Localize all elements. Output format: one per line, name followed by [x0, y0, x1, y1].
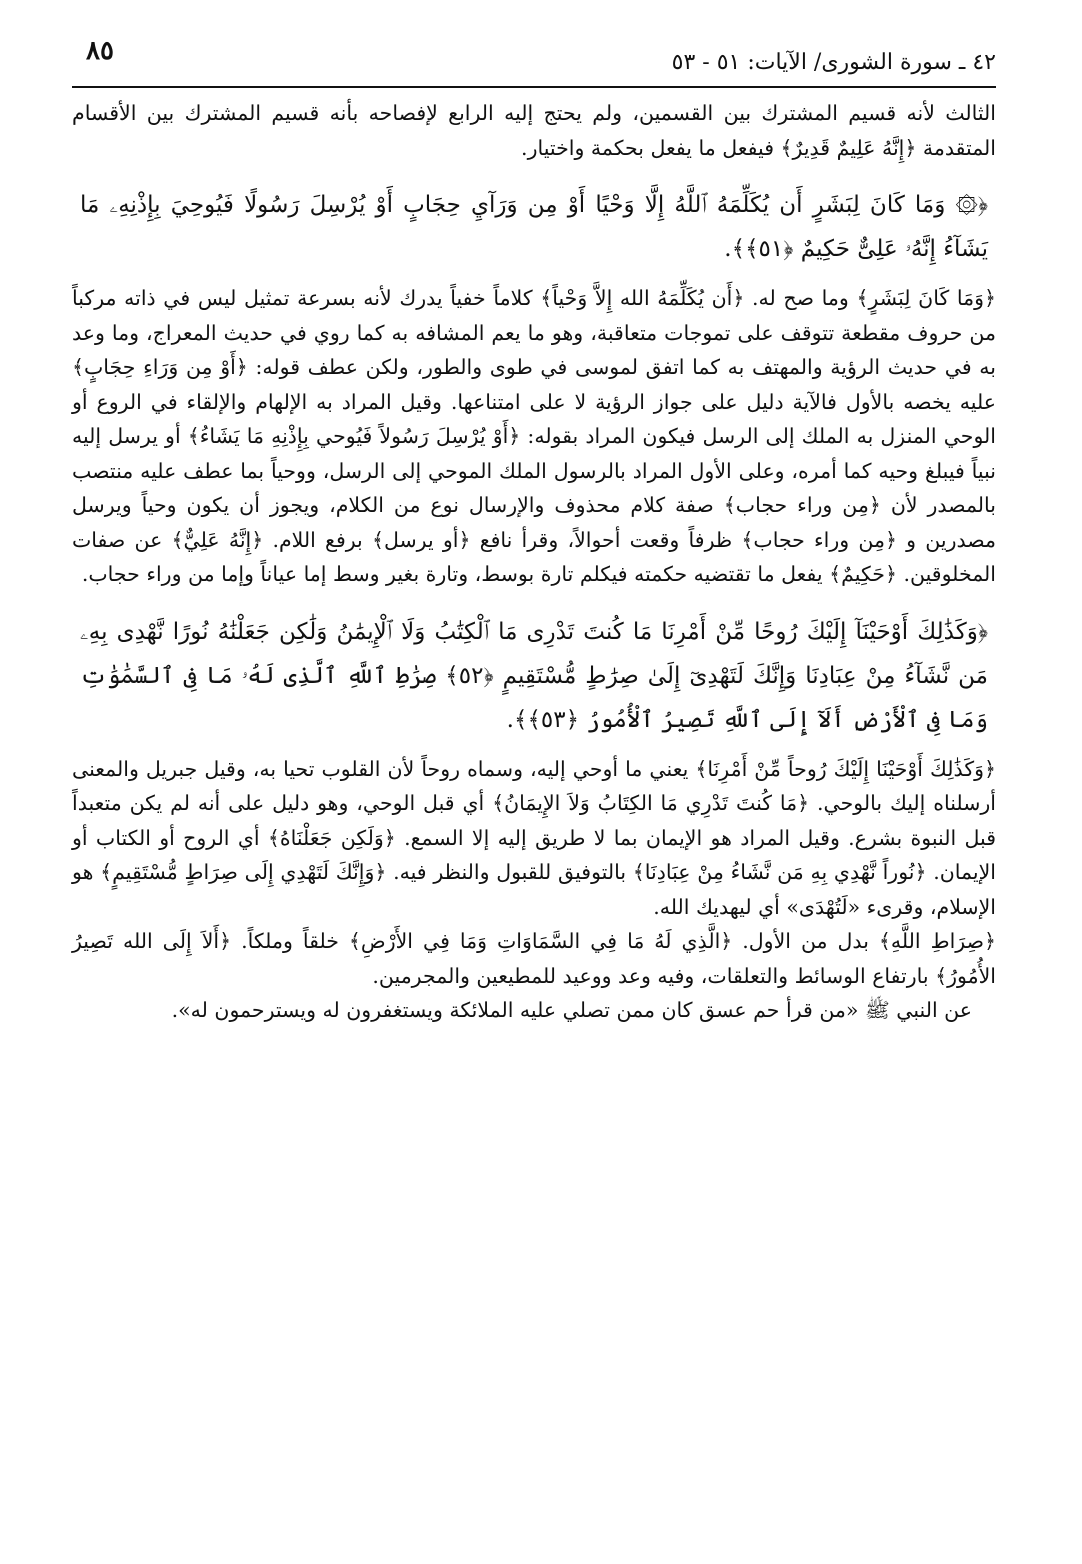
- commentary-paragraph: ﴿صِرَاطِ اللَّهِ﴾ بدل من الأول. ﴿الَّذِي لَهُ مَا فِي السَّمَاوَاتِ وَمَا فِي الأَرْضِ﴾ خلقاً وملكاً. ﴿أَلاَ إِلَى الله تَصِيرُ الأُمُورُ﴾ بارتفاع الوسائط والتعلقات، وفيه وعد ووعيد للمطيعين والمجرمين.: [72, 929, 996, 988]
- running-title: ٤٢ ـ سورة الشورى/ الآيات: ٥١ - ٥٣: [671, 50, 996, 75]
- commentary-paragraph: ﴿وَكَذَٰلِكَ أَوْحَيْنَا إِلَيْكَ رُوحاً مِّنْ أَمْرِنَا﴾ يعني ما أوحي إليه، وسماه روحاً لأن القلوب تحيا به، وقيل جبريل والمعنى أرسلناه إليك بالوحي. ﴿مَا كُنتَ تَدْرِي مَا الكِتَابُ وَلاَ الإِيمَانُ﴾ أي قبل الوحي، وهو دليل على أنه لم يكن متعبداً قبل النبوة بشرع. وقيل المراد هو الإيمان بما لا طريق إليه إلا السمع. ﴿وَلَكِن جَعَلْنَاهُ﴾ أي الروح أو الكتاب أو الإيمان. ﴿نُوراً نَّهْدِي بِهِ مَن نَّشَاءُ مِنْ عِبَادِنَا﴾ بالتوفيق للقبول والنظر فيه. ﴿وَإِنَّكَ لَتَهْدِي إِلَى صِرَاطٍ مُّسْتَقِيمٍ﴾ هو الإسلام، وقرىء «لَتُهْدَى» أي ليهديك الله.: [72, 756, 996, 919]
- quran-verse-block: ﴿وَكَذَٰلِكَ أَوْحَيْنَآ إِلَيْكَ رُوحًا مِّنْ أَمْرِنَا مَا كُنتَ تَدْرِى مَا ٱلْكِتَٰبُ وَلَا ٱلْإِيمَٰنُ وَلَٰكِن جَعَلْنَٰهُ نُورًا نَّهْدِى بِهِۦ مَن نَّشَآءُ مِنْ عِبَادِنَا وَإِنَّكَ لَتَهْدِىٓ إِلَىٰ صِرَٰطٍ مُّسْتَقِيمٍ ﴿٥٢﴾ صِرَٰطِ ٱللَّهِ ٱلَّذِى لَهُۥ مَا فِى ٱلسَّمَٰوَٰتِ وَمَا فِى ٱلْأَرْضِ أَلَآ إِلَى ٱللَّهِ تَصِيرُ ٱلْأُمُورُ ﴿٥٣﴾﴾.: [80, 618, 989, 733]
- spacer: [72, 165, 996, 175]
- quran-verse-block: ﴿۞ وَمَا كَانَ لِبَشَرٍ أَن يُكَلِّمَهُ ٱللَّهُ إِلَّا وَحْيًا أَوْ مِن وَرَآيِ حِجَابٍ أَوْ يُرْسِلَ رَسُولًا فَيُوحِيَ بِإِذْنِهِۦ مَا يَشَآءُ إِنَّهُۥ عَلِىٌّ حَكِيمٌ ﴿٥١﴾﴾.: [80, 192, 988, 262]
- page-body: [72, 96, 996, 1028]
- header-divider: [72, 86, 996, 88]
- commentary-paragraph: الثالث لأنه قسيم المشترك بين القسمين، ولم يحتج إليه الرابع لإفصاحه بأنه قسيم المشترك بين الأقسام المتقدمة ﴿إِنَّهُ عَلِيمٌ قَدِيرٌ﴾ فيفعل ما يفعل بحكمة واختيار.: [72, 101, 996, 160]
- hadith-note: عن النبي ﷺ «من قرأ حم عسق كان ممن تصلي عليه الملائكة ويستغفرون له ويسترحمون له».: [171, 998, 972, 1022]
- spacer: [72, 592, 996, 602]
- page-number: ٨٥: [86, 36, 114, 66]
- page-header: [72, 36, 996, 86]
- commentary-paragraph: ﴿وَمَا كَانَ لِبَشَرٍ﴾ وما صح له. ﴿أَن يُكَلِّمَهُ الله إِلاَّ وَحْياً﴾ كلاماً خفياً يدرك لأنه بسرعة تمثيل ليس في ذاته مركباً من حروف مقطعة تتوقف على تموجات متعاقبة، وهو ما يعم المشافه به كما روي في حديث المعراج، وما وعد به في حديث الرؤية والمهتف به كما اتفق لموسى في طوى والطور، ولكن عطف قوله: ﴿أَوْ مِن وَرَاءِ حِجَابٍ﴾ عليه يخصه بالأول فالآية دليل على جواز الرؤية لا على امتناعها. وقيل المراد به الإلهام والإلقاء في الروع أو الوحي المنزل به الملك إلى الرسل فيكون المراد بقوله: ﴿أَوْ يُرْسِلَ رَسُولاً فَيُوحي بِإِذْنِهِ مَا يَشَاءُ﴾ أو يرسل إليه نبياً فيبلغ وحيه كما أمره، وعلى الأول المراد بالرسول الملك الموحي إلى الرسل، ووحياً بما عطف عليه منتصب بالمصدر لأن ﴿مِن وراء حجاب﴾ صفة كلام محذوف والإرسال نوع من الكلام، ويجوز أن يكون وحياً ويرسل مصدرين و ﴿مِن وراء حجاب﴾ ظرفاً وقعت أحوالاً، وقرأ نافع ﴿أو يرسل﴾ برفع اللام. ﴿إِنَّهُ عَلِيٌّ﴾ عن صفات المخلوقين. ﴿حَكِيمٌ﴾ يفعل ما تقتضيه حكمته فيكلم تارة بوسط، وتارة بغير وسط إما عياناً وإما من وراء حجاب.: [72, 286, 996, 586]
